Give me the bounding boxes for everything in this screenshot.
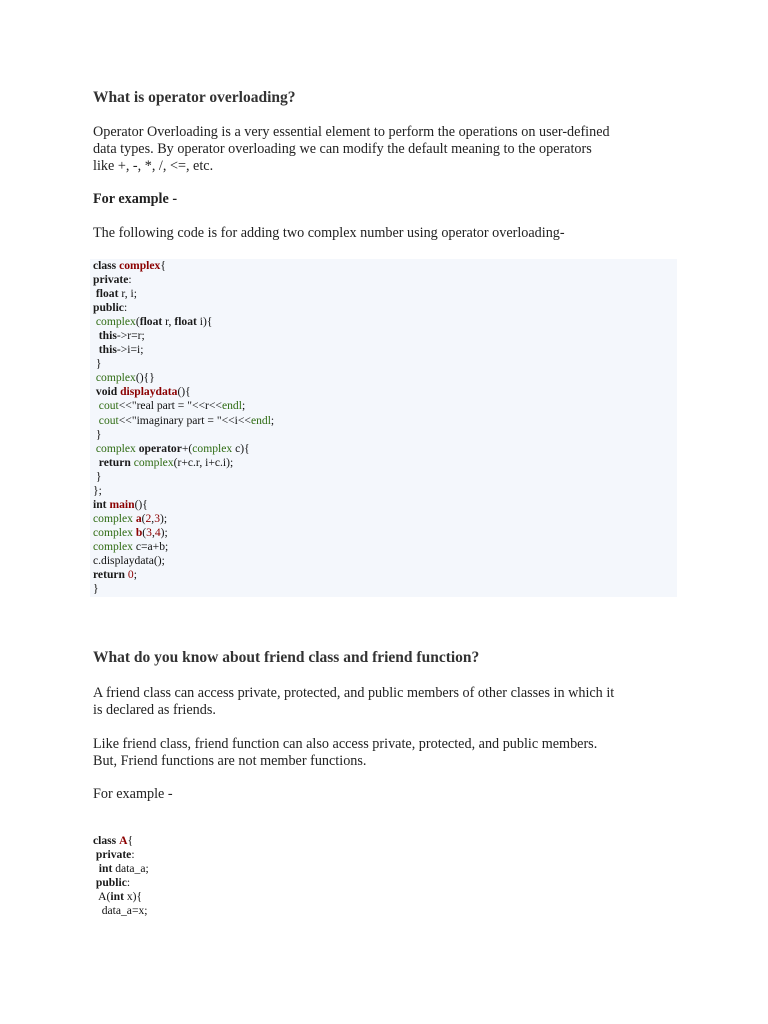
paragraph-line: data types. By operator overloading we can modify the default meaning to the operators (93, 141, 592, 157)
code-intro-text: The following code is for adding two complex number using operator overloading- (93, 225, 565, 241)
section-friend-class (93, 648, 683, 668)
example-heading-text: For example - (93, 191, 178, 207)
paragraph-line: is declared as friends. (93, 702, 216, 718)
code-intro (93, 225, 683, 242)
paragraph-line: A friend class can access private, protected, and public members of other classes in which it (93, 685, 615, 701)
paragraph-line: like +, -, *, /, <=, etc. (93, 158, 214, 174)
example-heading-text: For example - (93, 786, 173, 802)
friend-function-paragraph (93, 736, 683, 770)
code-block-complex: class complex{ private: float r, i; public: complex(float r, float i){ this->r=r; this->i=i; } complex(){} void displaydata(){ cout<<"real part = "<<r<<endl; cout<<"imaginary part = "<<i<<endl; } complex operator+(complex c){ return complex(r+c.r, i+c.i); } }; int main(){ complex a(2,3); complex b(3,4); complex c=a+b; c.displaydata(); return 0; } (90, 259, 677, 597)
section-operator-overloading (93, 88, 683, 108)
operator-overloading-paragraph (93, 124, 683, 175)
paragraph-line: Like friend class, friend function can also access private, protected, and public members. (93, 736, 598, 752)
paragraph-line: Operator Overloading is a very essential element to perform the operations on user-defined (93, 124, 610, 140)
code-block-friend: class A{ private: int data_a; public: A(int x){ data_a=x; (93, 834, 149, 918)
section-title: What do you know about friend class and friend function? (93, 649, 480, 666)
example-heading-2 (93, 786, 683, 803)
section-title: What is operator overloading? (93, 89, 296, 106)
friend-class-paragraph (93, 685, 683, 719)
example-heading (93, 191, 683, 208)
paragraph-line: But, Friend functions are not member functions. (93, 753, 367, 769)
